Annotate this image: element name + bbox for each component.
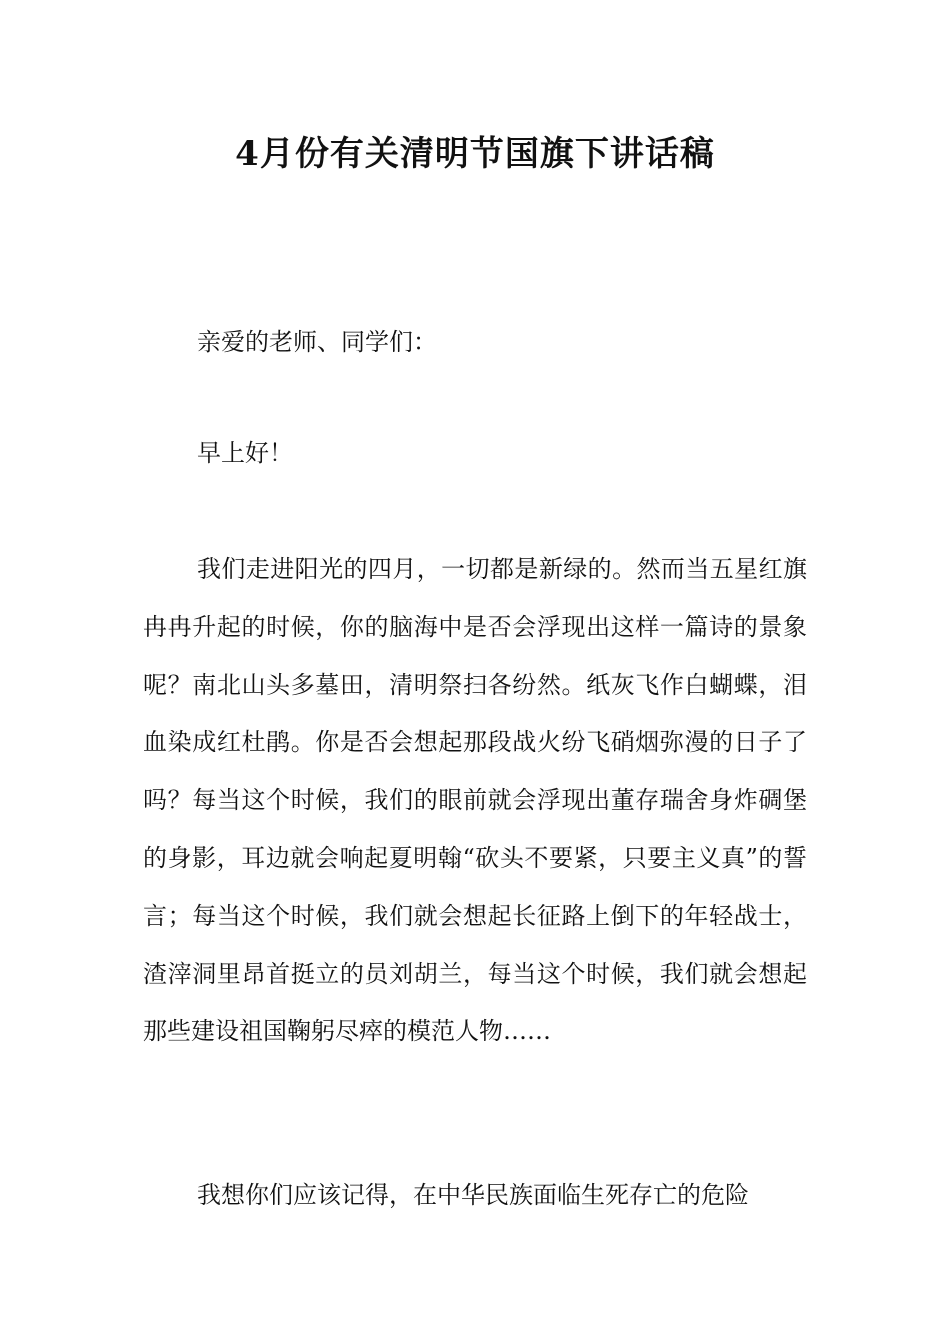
- body-paragraph: 我们走进阳光的四月，一切都是新绿的。然而当五星红旗冉冉升起的时候，你的脑海中是否会浮现出这样一篇诗的景象呢？南北山头多墓田，清明祭扫各纷然。纸灰飞作白蝴蝶，泪血染成红杜鹃。你是否会想起那段战火纷飞硝烟弥漫的日子了吗？每当这个时候，我们的眼前就会浮现出董存瑞舍身炸碉堡的身影，耳边就会响起夏明翰“砍头不要紧，只要主义真”的誓言；每当这个时候，我们就会想起长征路上倒下的年轻战士，渣滓洞里昂首挺立的员刘胡兰，每当这个时候，我们就会想起那些建设祖国鞠躬尽瘁的模范人物……: [143, 555, 807, 1046]
- body-paragraph-continued: 我想你们应该记得，在中华民族面临生死存亡的危险: [197, 1181, 749, 1209]
- good-morning-paragraph: 早上好！: [197, 439, 293, 467]
- document-title: 4月份有关清明节国旗下讲话稿: [235, 134, 715, 174]
- greeting-paragraph: 亲爱的老师、同学们：: [197, 328, 437, 356]
